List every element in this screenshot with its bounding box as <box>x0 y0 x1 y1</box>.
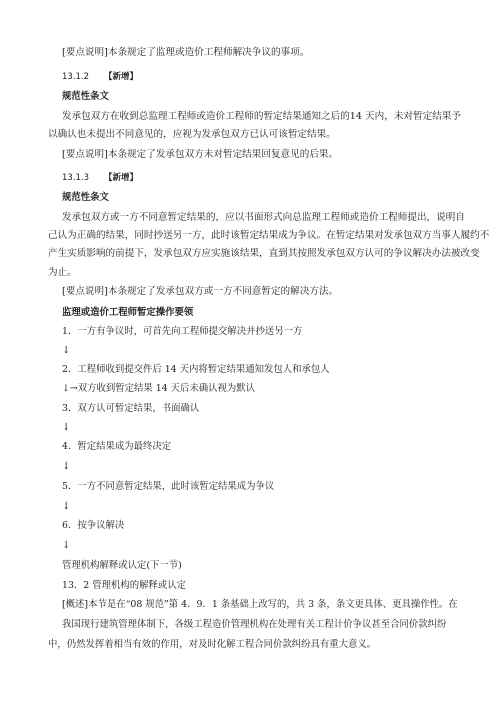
clause-text-line: 己认为正确的结果，同时抄送另一方，此时该暂定结果成为争议。在暂定结果对发承包双方当事人履约不 <box>48 230 490 241</box>
section-header-13-1-3 <box>62 172 138 185</box>
down-arrow-icon: ↓ <box>62 345 71 356</box>
flow-heading: 监理或造价工程师暂定操作要领 <box>62 307 194 318</box>
section-header-13-1-2 <box>62 71 138 84</box>
clause-text-line: 为止。 <box>48 267 77 278</box>
clause-heading: 规范性条文 <box>62 192 109 203</box>
section-title-13-2: 13．2 管理机构的解释或认定 <box>62 580 187 591</box>
clause-text-line: 发承包双方在收到总监理工程师或造价工程师的暂定结果通知之后的14 天内，未对暂定结果予 <box>62 111 462 122</box>
down-arrow-icon: ↓ <box>62 540 71 551</box>
flow-step-4: 4．暂定结果成为最终决定 <box>62 441 172 452</box>
flow-step-6: 6．按争议解决 <box>62 520 125 531</box>
section-number: 13.1.2 <box>62 72 90 82</box>
note-paragraph: [要点说明]本条规定了发承包双方未对暂定结果回复意见的后果。 <box>62 149 339 160</box>
down-arrow-icon: ↓ <box>62 422 71 433</box>
overview-text-line: [概述]本节是在“08 规范”第 4．9．1 条基础上改写的，共 3 条，条文更具体、更具操作性。在 <box>62 599 458 610</box>
clause-text-line: 发承包双方或一方不同意暂定结果的，应以书面形式向总监理工程师或造价工程师提出，说明自 <box>62 212 465 223</box>
overview-text-line: 我国现行建筑管理体制下，各级工程造价管理机构在处理有关工程计价争议甚至合同价款纠纷 <box>62 619 447 630</box>
clause-heading: 规范性条文 <box>62 91 109 102</box>
flow-branch-default: ↓→双方收到暂定结果 14 天后未确认视为默认 <box>62 383 255 394</box>
note-paragraph: [要点说明]本条规定了发承包双方或一方不同意暂定的解决方法。 <box>62 286 339 297</box>
flow-step-3: 3．双方认可暂定结果，书面确认 <box>62 403 200 414</box>
flow-next: 管理机构解释或认定(下一节) <box>62 560 182 571</box>
note-paragraph: [要点说明]本条规定了监理或造价工程师解决争议的事项。 <box>62 47 310 58</box>
flow-step-5: 5．一方不同意暂定结果，此时该暂定结果成为争议 <box>62 481 275 492</box>
flow-step-1: 1．一方有争议时，可首先向工程师提交解决并抄送另一方 <box>62 326 303 337</box>
down-arrow-icon: ↓ <box>62 501 71 512</box>
flow-step-2: 2．工程师收到提交件后 14 天内将暂定结果通知发包人和承包人 <box>62 364 330 375</box>
overview-text-line: 中，仍然发挥着相当有效的作用，对及时化解工程合同价款纠纷具有重大意义。 <box>48 639 377 650</box>
new-tag: 【新增】 <box>104 173 139 183</box>
section-number: 13.1.3 <box>62 173 90 183</box>
clause-text-line: 以确认也未提出不同意见的，应视为发承包双方已认可该暂定结果。 <box>48 129 336 140</box>
clause-text-line: 产生实质影响的前提下，发承包双方应实施该结果，直到其按照发承包双方认可的争议解决办法被改变 <box>48 248 480 259</box>
down-arrow-icon: ↓ <box>62 461 71 472</box>
new-tag: 【新增】 <box>104 72 139 82</box>
